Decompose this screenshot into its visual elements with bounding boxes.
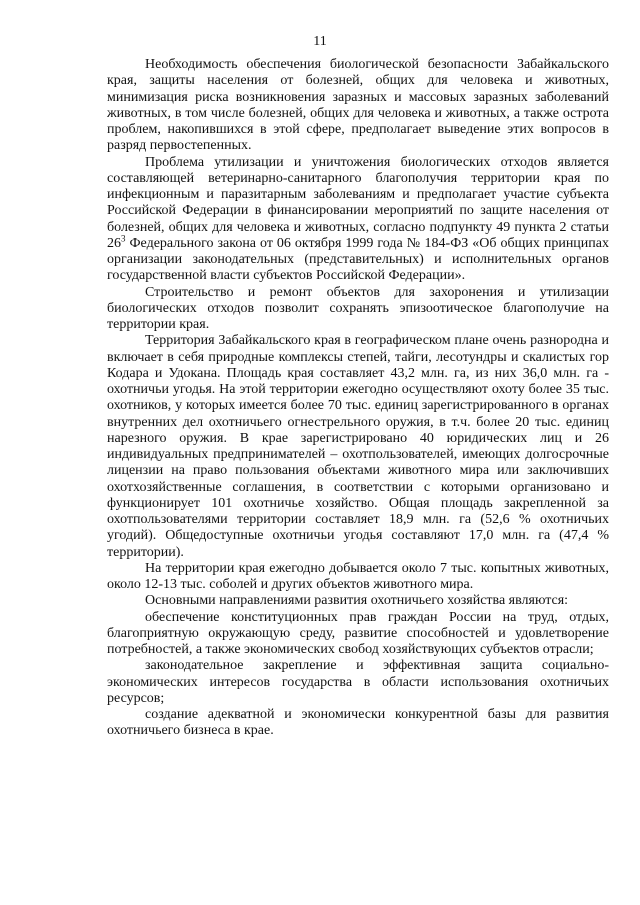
paragraph-waste-disposal-part2: Федерального закона от 06 октября 1999 года № 184-ФЗ «Об общих принципах организации законодательных (представительных) и исполнительных органов государственной власти субъектов Российской Федерации». bbox=[107, 235, 609, 284]
page-number: 11 bbox=[313, 34, 327, 49]
paragraph-construction: Строительство и ремонт объектов для захоронения и утилизации биологических отходов позволит сохранять эпизоотическое благополучие на территории края. bbox=[107, 284, 609, 332]
article-superscript: 3 bbox=[121, 233, 126, 244]
paragraph-waste-disposal-part1: Проблема утилизации и уничтожения биологических отходов является составляющей ветеринарно-санитарного благополучия территории края по инфекционным и паразитарным заболеваниям и предполагает участие субъекта Российской Федерации в финансировании мероприятий по защите населения от болезней, общих для человека и животных, согласно подпункту 49 пункта 2 статьи 26 bbox=[107, 154, 609, 251]
paragraph-direction-business: создание адекватной и экономически конкурентной базы для развития охотничьего бизнеса в крае. bbox=[107, 707, 609, 739]
paragraph-territory: Территория Забайкальского края в географическом плане очень разнородна и включает в себя природные комплексы степей, тайги, лесотундры и скалистых гор Кодара и Удокана. Площадь края составляет 43,2 млн. га, из них 36,0 млн. га - охотничьи угодья. На этой территории ежегодно осуществляют охоту более 35 тыс. охотников, у которых имеется более 70 тыс. единиц зарегистрированного в органах внутренних дел охотничьего огнестрельного оружия, в т.ч. более 20 тыс. единиц нарезного оружия. В крае зарегистрировано 40 юридических лиц и 26 индивидуальных предпринимателей – охотпользователей, имеющих долгосрочные лицензии на право пользования объектами животного мира или заключивших охотхозяйственные соглашения, в соответствии с которыми организовано и функционирует 101 охотничье хозяйство. Общая площадь закрепленной за охотпользователями территории составляет 18,9 млн. га (52,6 % охотничьих угодий). Общедоступные охотничьи угодья составляют 17,0 млн. га (47,4 % территории). bbox=[107, 333, 609, 560]
paragraph-direction-rights: обеспечение конституционных прав граждан России на труд, отдых, благоприятную окружающую среду, развитие способностей и удовлетворение потребностей, а также экономических свобод хозяйствующих субъектов отрасли; bbox=[107, 609, 609, 657]
paragraph-harvest: На территории края ежегодно добывается около 7 тыс. копытных животных, около 12-13 тыс. соболей и других объектов животного мира. bbox=[107, 560, 609, 592]
paragraph-directions-intro: Основными направлениями развития охотничьего хозяйства являются: bbox=[145, 593, 569, 609]
paragraph-biosecurity: Необходимость обеспечения биологической безопасности Забайкальского края, защиты населения от болезней, общих для человека и животных, минимизация риска возникновения заразных и массовых заразных заболеваний животных, в том числе болезней, общих для человека и животных, а также острота проблем, накопившихся в этой сфере, предполагает выведение этих вопросов в разряд первостепенных. bbox=[107, 57, 609, 154]
paragraph-waste-disposal bbox=[107, 155, 609, 285]
body-text bbox=[107, 57, 609, 740]
paragraph-direction-legislation: законодательное закрепление и эффективная защита социально-экономических интересов государства в области использования охотничьих ресурсов; bbox=[107, 658, 609, 706]
